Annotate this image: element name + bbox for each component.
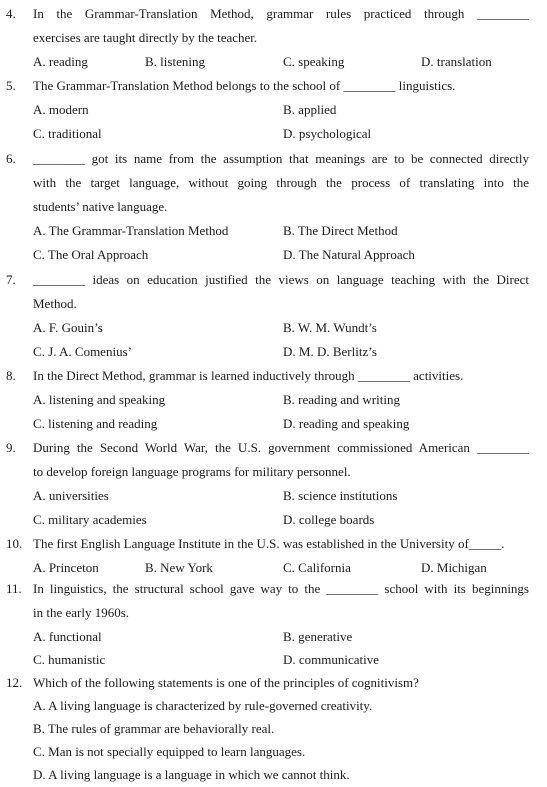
option-a[interactable]: A. reading <box>33 54 88 69</box>
option-b[interactable]: B. W. M. Wundt’s <box>283 320 377 335</box>
question-number: 4. <box>6 6 16 21</box>
option-d[interactable]: D. Michigan <box>421 560 487 575</box>
option-b[interactable]: B. The Direct Method <box>283 223 398 238</box>
option-d[interactable]: D. translation <box>421 54 492 69</box>
option-b[interactable]: B. reading and writing <box>283 392 400 407</box>
question-number: 8. <box>6 368 16 383</box>
question-text-line: In linguistics, the structural school gave way to the ________ school with its beginnings <box>33 581 529 596</box>
question-number: 7. <box>6 272 16 287</box>
option-b[interactable]: B. generative <box>283 629 353 644</box>
option-d[interactable]: D. A living language is a language in which we cannot think. <box>33 767 350 782</box>
option-d[interactable]: D. The Natural Approach <box>283 247 415 262</box>
question-text-line: in the early 1960s. <box>33 605 130 620</box>
question-text-line: The first English Language Institute in the U.S. was established in the University of_____. <box>33 536 505 551</box>
option-c[interactable]: C. speaking <box>283 54 345 69</box>
option-b[interactable]: B. New York <box>145 560 213 575</box>
question-number: 11. <box>6 581 22 596</box>
question-text-line: During the Second World War, the U.S. government commissioned American ________ <box>33 440 529 455</box>
option-b[interactable]: B. applied <box>283 102 337 117</box>
option-a[interactable]: A. listening and speaking <box>33 392 166 407</box>
option-c[interactable]: C. listening and reading <box>33 416 158 431</box>
question-number: 10. <box>6 536 23 551</box>
option-b[interactable]: B. science institutions <box>283 488 398 503</box>
option-d[interactable]: D. college boards <box>283 512 375 527</box>
question-number: 6. <box>6 151 16 166</box>
option-a[interactable]: A. The Grammar-Translation Method <box>33 223 229 238</box>
question-number: 5. <box>6 78 16 93</box>
option-d[interactable]: D. communicative <box>283 652 380 667</box>
option-a[interactable]: A. F. Gouin’s <box>33 320 103 335</box>
option-a[interactable]: A. A living language is characterized by rule-governed creativity. <box>33 698 373 713</box>
option-a[interactable]: A. Princeton <box>33 560 99 575</box>
option-c[interactable]: C. humanistic <box>33 652 106 667</box>
option-c[interactable]: C. The Oral Approach <box>33 247 149 262</box>
option-b[interactable]: B. The rules of grammar are behaviorally real. <box>33 721 275 736</box>
question-text-line: Which of the following statements is one of the principles of cognitivism? <box>33 675 419 690</box>
question-text-line: exercises are taught directly by the teacher. <box>33 30 258 45</box>
option-c[interactable]: C. Man is not specially equipped to learn languages. <box>33 744 306 759</box>
option-a[interactable]: A. universities <box>33 488 109 503</box>
question-number: 9. <box>6 440 16 455</box>
question-number: 12. <box>6 675 23 690</box>
question-text-line: ________ ideas on education justified the views on language teaching with the Direct <box>33 272 529 287</box>
option-d[interactable]: D. psychological <box>283 126 372 141</box>
question-text-line: The Grammar-Translation Method belongs to the school of ________ linguistics. <box>33 78 456 93</box>
option-d[interactable]: D. M. D. Berlitz’s <box>283 344 377 359</box>
option-c[interactable]: C. J. A. Comenius’ <box>33 344 132 359</box>
option-a[interactable]: A. modern <box>33 102 89 117</box>
option-c[interactable]: C. military academies <box>33 512 147 527</box>
question-text-line: Method. <box>33 296 77 311</box>
option-d[interactable]: D. reading and speaking <box>283 416 410 431</box>
question-text-line: In the Direct Method, grammar is learned inductively through ________ activities. <box>33 368 464 383</box>
question-text-line: In the Grammar-Translation Method, grammar rules practiced through ________ <box>33 6 529 21</box>
option-c[interactable]: C. traditional <box>33 126 102 141</box>
question-text-line: ________ got its name from the assumption that meanings are to be connected directly <box>33 151 529 166</box>
option-a[interactable]: A. functional <box>33 629 102 644</box>
question-text-line: with the target language, without going through the process of translating into the <box>33 175 529 190</box>
option-c[interactable]: C. California <box>283 560 351 575</box>
option-b[interactable]: B. listening <box>145 54 205 69</box>
question-text-line: to develop foreign language programs for military personnel. <box>33 464 351 479</box>
question-text-line: students’ native language. <box>33 199 168 214</box>
